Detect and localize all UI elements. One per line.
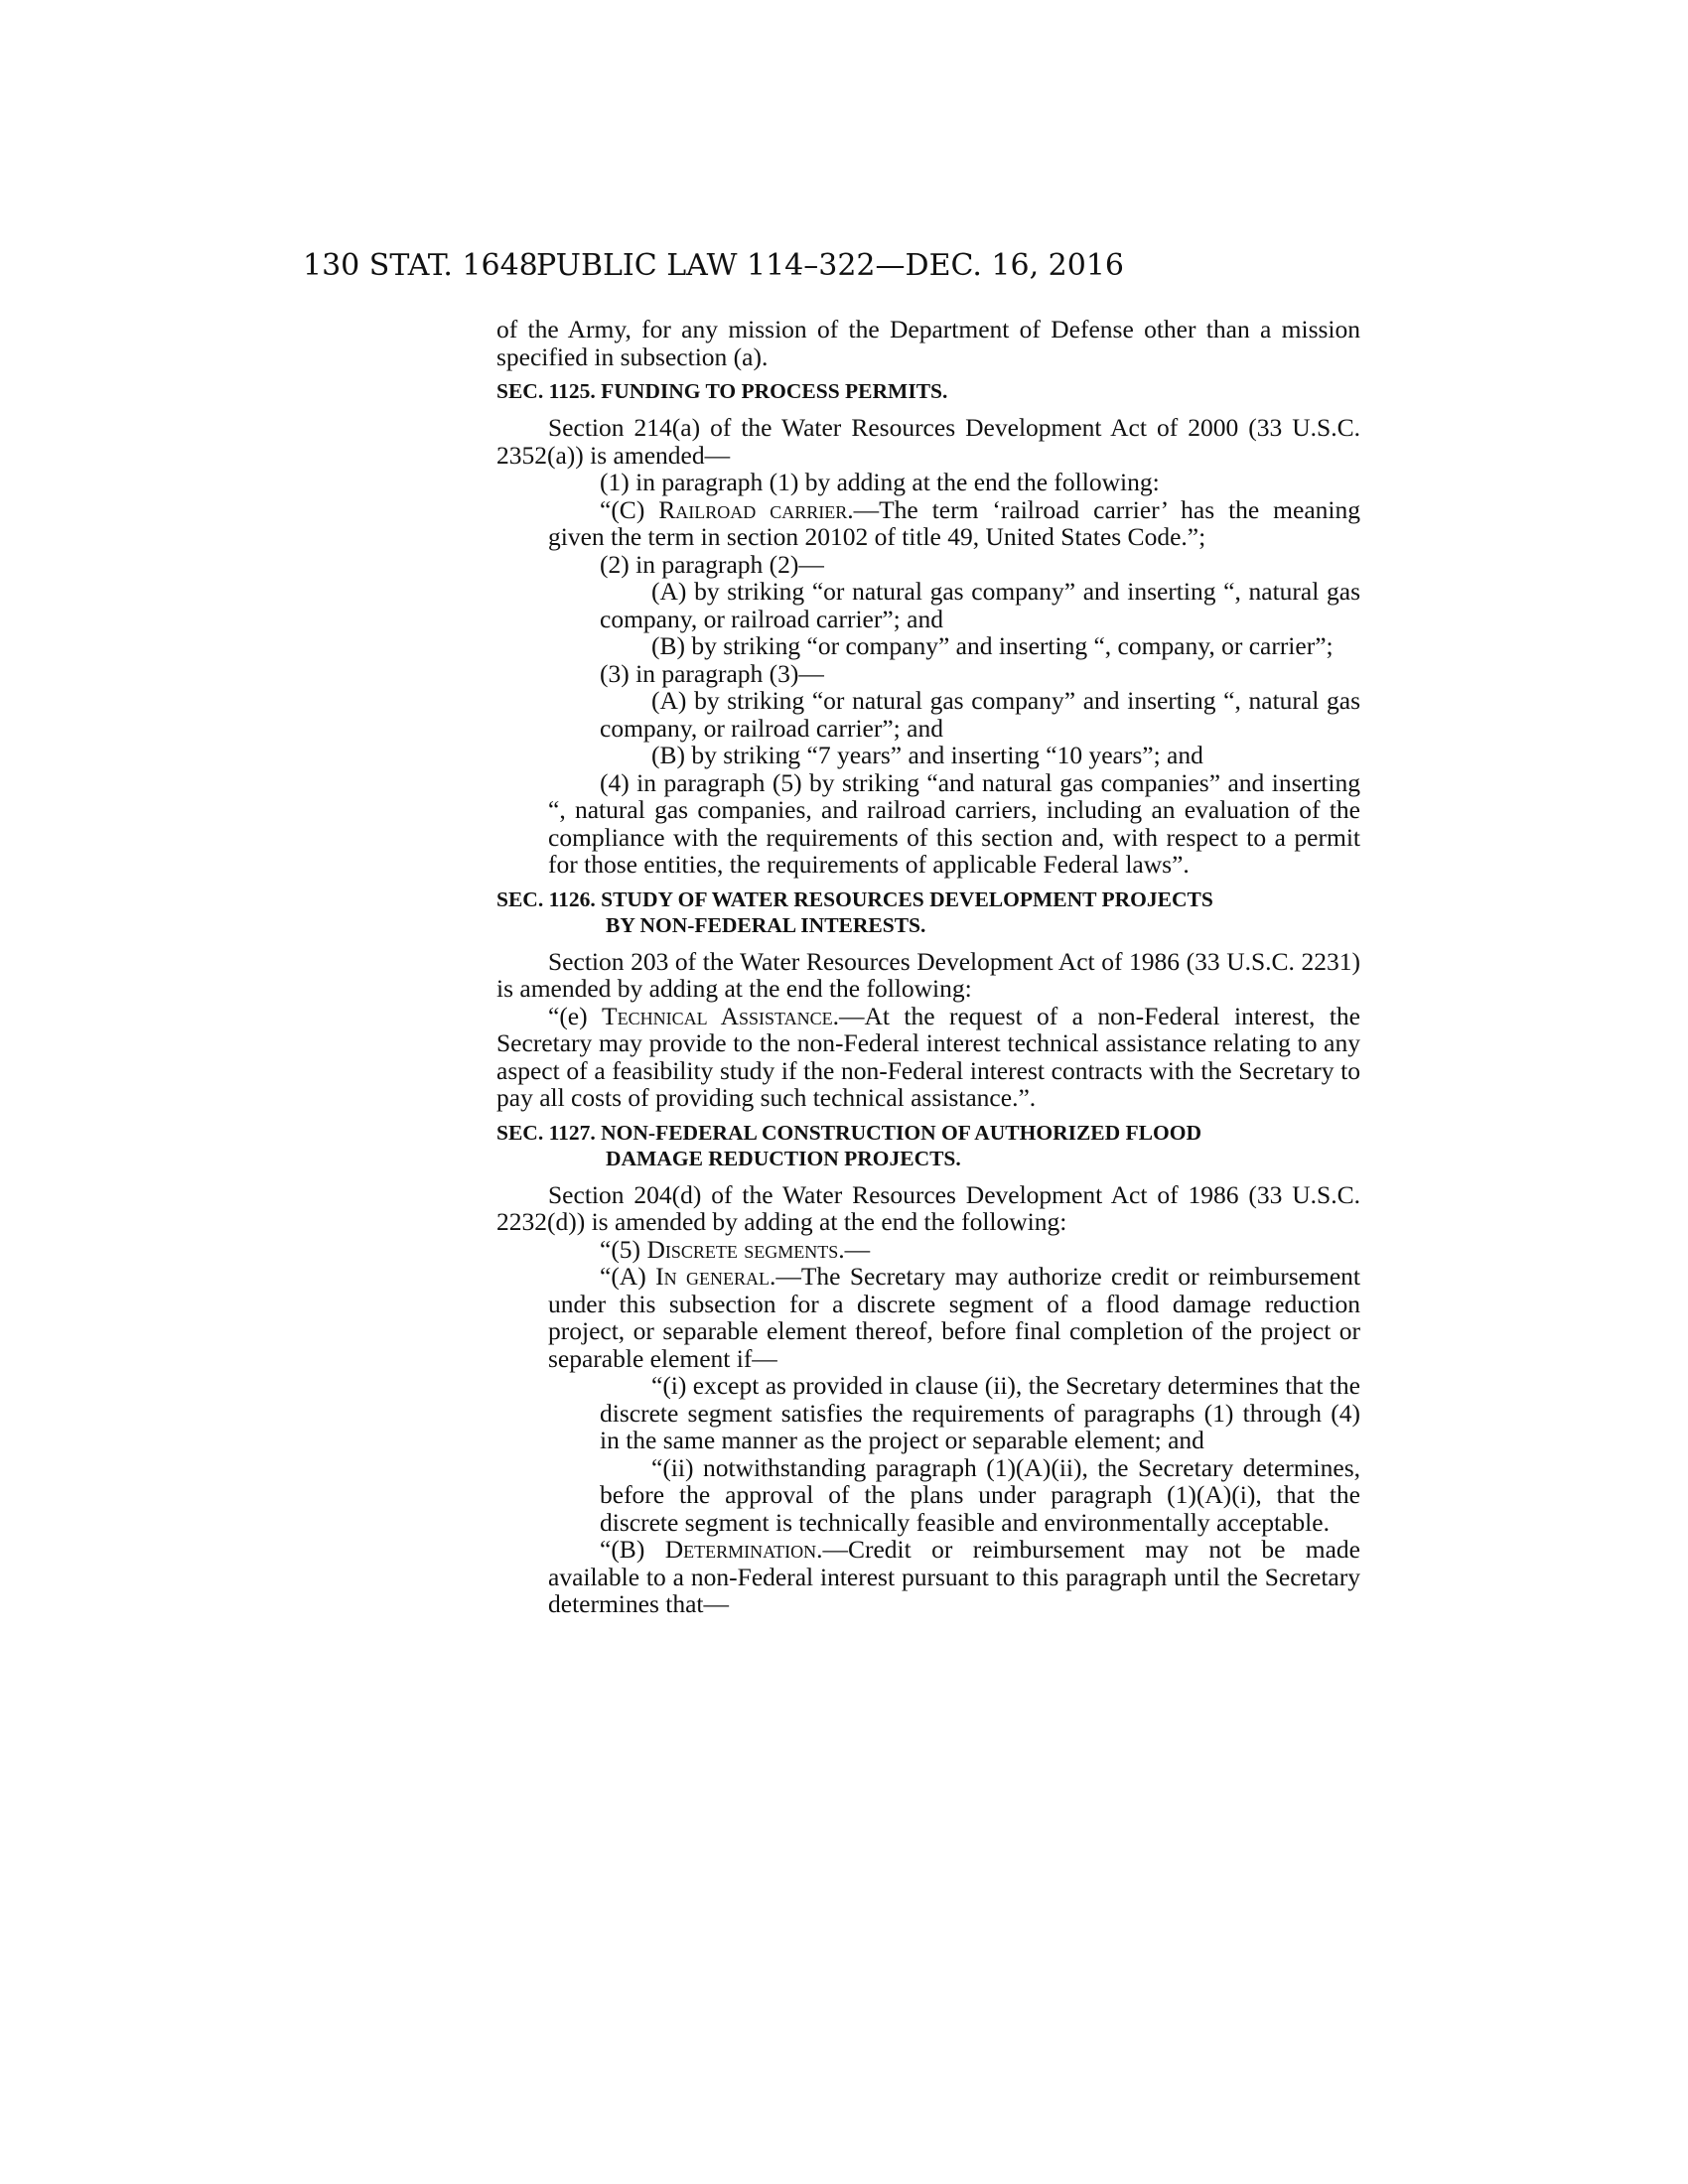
paragraph: Section 214(a) of the Water Resources Development Act of 2000 (33 U.S.C. 2352(a)) is amended— [496,413,1360,470]
paragraph-continued: of the Army, for any mission of the Department of Defense other than a mission specified in subsection (a). [496,315,1360,371]
paragraph-subitem: “(A) In general.—The Secretary may authorize credit or reimbursement under this subsection for a discrete segment of a flood damage reduction project, or separable element thereof, before final completion of the project or separable element if— [548,1262,1360,1373]
running-header [303,248,1360,288]
paragraph: Section 204(d) of the Water Resources Development Act of 1986 (33 U.S.C. 2232(d)) is amended by adding at the end the following: [496,1179,1360,1236]
section-heading-1126 [496,887,1360,938]
paragraph-clause: “(i) except as provided in clause (ii), the Secretary determines that the discrete segment satisfies the requirements of paragraphs (1) through (4) in the same manner as the project or separable element; and [600,1371,1360,1454]
paragraph-clause: “(ii) notwithstanding paragraph (1)(A)(ii), the Secretary determines, before the approval of the plans under paragraph (1)(A)(i), that the discrete segment is technically feasible and environmentally acceptable. [600,1452,1360,1537]
section-title-continued: BY NON-FEDERAL INTERESTS. [606,912,926,937]
paragraph-item: (3) in paragraph (3)— [600,658,824,688]
law-text-body [496,316,1360,1618]
paragraph: Section 203 of the Water Resources Development Act of 1986 (33 U.S.C. 2231) is amended by adding at the end the following: [496,946,1360,1003]
paragraph-subitem: (A) by striking “or natural gas company” and inserting “, natural gas company, or railroad carrier”; and [600,686,1360,743]
paragraph-quoted: “(e) Technical Assistance.—At the request of a non-Federal interest, the Secretary may provide to the non-Federal interest technical assistance relating to any aspect of a feasibility study if the non-Federal interest contracts with the Secretary to pay all costs of providing such technical assistance.”. [496,1001,1360,1112]
paragraph-subitem: “(B) Determination.—Credit or reimbursement may not be made available to a non-Federal interest pursuant to this paragraph until the Secretary determines that— [548,1535,1360,1618]
paragraph-item: (4) in paragraph (5) by striking “and natural gas companies” and inserting “, natural gas companies, and railroad carriers, including an evaluation of the compliance with the requirements of this section and, with respect to a permit for those entities, the requirements of applicable Federal laws”. [548,767,1360,879]
section-title: SEC. 1127. NON-FEDERAL CONSTRUCTION OF AUTHORIZED FLOOD [496,1120,1201,1145]
public-law-citation: PUBLIC LAW 114–322—DEC. 16, 2016 [536,248,1125,283]
section-heading-1127 [496,1120,1360,1171]
paragraph-subitem: (B) by striking “or company” and inserting “, company, or carrier”; [651,631,1334,660]
paragraph-item: “(C) Railroad carrier.—The term ‘railroad carrier’ has the meaning given the term in section 20102 of title 49, United States Code.”; [548,494,1360,551]
paragraph-item: “(5) Discrete segments.— [600,1234,871,1264]
page-stat-number: 130 STAT. 1648 [303,248,538,283]
paragraph-item: (2) in paragraph (2)— [600,549,824,579]
paragraph-subitem: (B) by striking “7 years” and inserting “10 years”; and [651,741,1203,769]
section-title: SEC. 1125. FUNDING TO PROCESS PERMITS. [496,379,948,403]
section-title-continued: DAMAGE REDUCTION PROJECTS. [606,1146,961,1170]
paragraph-item: (1) in paragraph (1) by adding at the end the following: [600,468,1160,496]
section-title: SEC. 1126. STUDY OF WATER RESOURCES DEVELOPMENT PROJECTS [496,887,1213,911]
section-heading-1125 [496,378,1360,404]
paragraph-subitem: (A) by striking “or natural gas company” and inserting “, natural gas company, or railroad carrier”; and [600,577,1360,633]
